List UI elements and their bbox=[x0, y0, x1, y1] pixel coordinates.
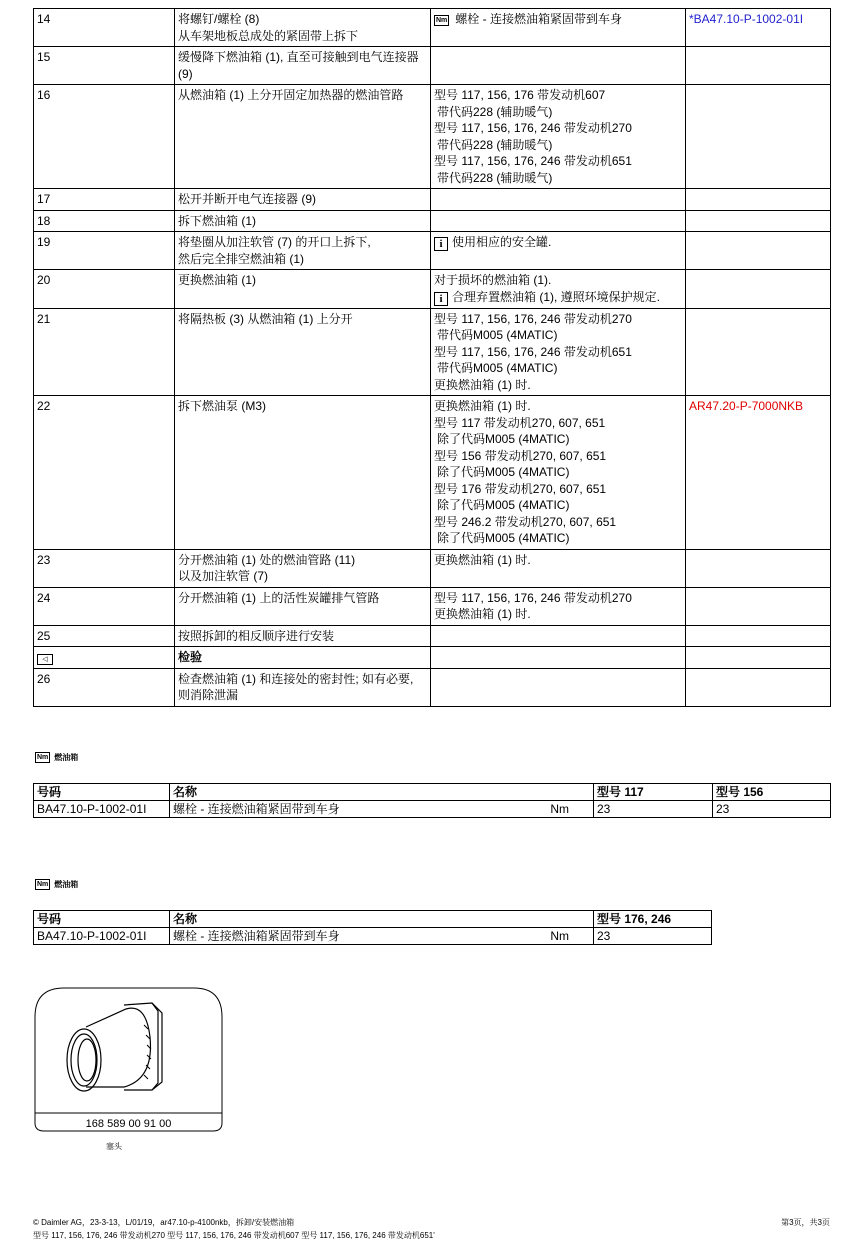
step-action: 分开燃油箱 (1) 处的燃油管路 (11) 以及加注软管 (7) bbox=[175, 549, 431, 587]
torque-value: 23 bbox=[594, 801, 713, 818]
table-row bbox=[34, 587, 831, 625]
step-action: 将垫圈从加注软管 (7) 的开口上拆下, 然后完全排空燃油箱 (1) bbox=[175, 232, 431, 270]
step-info: Nm 螺栓 - 连接燃油箱紧固带到车身 bbox=[431, 9, 686, 47]
step-info: 更换燃油箱 (1) 时. 型号 117 带发动机270, 607, 651 除了代码M005 (4MATIC) 型号 156 带发动机270, 607, 651 除了代码M005 (4MATIC) 型号 176 带发动机270, 607, 651 除了代码M005 (4MATIC) 型号 246.2 带发动机270, 607, 651 除了代码M005 (4MATIC) bbox=[431, 396, 686, 550]
step-info: 型号 117, 156, 176 带发动机607 带代码228 (辅助暖气) 型号 117, 156, 176, 246 带发动机270 带代码228 (辅助暖气) 型号 117, 156, 176, 246 带发动机651 带代码228 (辅助暖气) bbox=[431, 85, 686, 189]
check-icon: ◁ bbox=[37, 654, 53, 665]
table-row bbox=[34, 396, 831, 550]
step-reference bbox=[686, 189, 831, 211]
table-row bbox=[34, 647, 831, 669]
step-number: 24 bbox=[34, 587, 175, 625]
part-name: 螺栓 - 连接燃油箱紧固带到车身 Nm bbox=[170, 801, 594, 818]
page-footer bbox=[33, 1216, 830, 1242]
torque-table-2-title: Nm 燃油箱 bbox=[37, 880, 79, 889]
step-info: i 使用相应的安全罐. bbox=[431, 232, 686, 270]
unit-label: Nm bbox=[550, 929, 569, 943]
part-code: BA47.10-P-1002-01I bbox=[34, 928, 170, 945]
step-action: 拆下燃油泵 (M3) bbox=[175, 396, 431, 550]
step-reference bbox=[686, 270, 831, 309]
plug-tool-icon bbox=[67, 1003, 162, 1091]
step-number: 20 bbox=[34, 270, 175, 309]
table-row bbox=[34, 668, 831, 706]
col-header-model-176-246: 型号 176, 246 bbox=[594, 911, 712, 928]
step-action: 更换燃油箱 (1) bbox=[175, 270, 431, 309]
table-row bbox=[34, 47, 831, 85]
col-header-name: 名称 bbox=[170, 911, 594, 928]
step-number bbox=[34, 647, 175, 669]
step-action: 按照拆卸的相反顺序进行安装 bbox=[175, 625, 431, 647]
table-row bbox=[34, 85, 831, 189]
table-row bbox=[34, 189, 831, 211]
torque-value: 23 bbox=[713, 801, 831, 818]
step-number: 14 bbox=[34, 9, 175, 47]
table-row bbox=[34, 801, 831, 818]
torque-table-2 bbox=[33, 910, 712, 945]
step-number: 16 bbox=[34, 85, 175, 189]
footer-copyright: © Daimler AG，23-3-13，L/01/19，ar47.10-p-4100nkb，拆卸/安装燃油箱 bbox=[33, 1218, 295, 1227]
table-row bbox=[34, 625, 831, 647]
step-number: 19 bbox=[34, 232, 175, 270]
col-header-code: 号码 bbox=[34, 911, 170, 928]
tool-illustration bbox=[34, 987, 223, 1132]
step-reference[interactable]: AR47.20-P-7000NKB bbox=[686, 396, 831, 550]
info-icon: i bbox=[434, 237, 448, 251]
step-number: 17 bbox=[34, 189, 175, 211]
table-row bbox=[34, 270, 831, 309]
torque-table-1 bbox=[33, 783, 831, 818]
tool-label: 塞头 bbox=[106, 1142, 122, 1151]
col-header-model-117: 型号 117 bbox=[594, 784, 713, 801]
step-action: 将螺钉/螺栓 (8) 从车架地板总成处的紧固带上拆下 bbox=[175, 9, 431, 47]
step-reference bbox=[686, 308, 831, 396]
step-info bbox=[431, 668, 686, 706]
step-reference bbox=[686, 625, 831, 647]
step-reference bbox=[686, 668, 831, 706]
step-reference bbox=[686, 549, 831, 587]
step-reference[interactable]: *BA47.10-P-1002-01I bbox=[686, 9, 831, 47]
step-info: 更换燃油箱 (1) 时. bbox=[431, 549, 686, 587]
torque-icon: Nm bbox=[37, 754, 49, 761]
step-info bbox=[431, 625, 686, 647]
part-code: BA47.10-P-1002-01I bbox=[34, 801, 170, 818]
table-row bbox=[34, 210, 831, 232]
page-number: 第3页，共3页 bbox=[781, 1218, 830, 1227]
step-action: 拆下燃油箱 (1) bbox=[175, 210, 431, 232]
step-number: 25 bbox=[34, 625, 175, 647]
step-action: 检验 bbox=[175, 647, 431, 669]
step-number: 18 bbox=[34, 210, 175, 232]
step-info: 对于损坏的燃油箱 (1). i 合理弃置燃油箱 (1), 遵照环境保护规定. bbox=[431, 270, 686, 309]
step-reference bbox=[686, 232, 831, 270]
col-header-code: 号码 bbox=[34, 784, 170, 801]
table-row bbox=[34, 232, 831, 270]
step-info bbox=[431, 210, 686, 232]
step-info bbox=[431, 647, 686, 669]
step-action: 分开燃油箱 (1) 上的活性炭罐排气管路 bbox=[175, 587, 431, 625]
table-row bbox=[34, 308, 831, 396]
step-reference bbox=[686, 85, 831, 189]
step-info: 型号 117, 156, 176, 246 带发动机270 带代码M005 (4MATIC) 型号 117, 156, 176, 246 带发动机651 带代码M005 (4MATIC) 更换燃油箱 (1) 时. bbox=[431, 308, 686, 396]
step-action: 将隔热板 (3) 从燃油箱 (1) 上分开 bbox=[175, 308, 431, 396]
step-reference bbox=[686, 210, 831, 232]
info-icon: i bbox=[434, 292, 448, 306]
step-info bbox=[431, 47, 686, 85]
table-row bbox=[34, 9, 831, 47]
step-action: 从燃油箱 (1) 上分开固定加热器的燃油管路 bbox=[175, 85, 431, 189]
step-action: 松开并断开电气连接器 (9) bbox=[175, 189, 431, 211]
tool-part-number: 168 589 00 91 00 bbox=[85, 1118, 172, 1130]
step-action: 检查燃油箱 (1) 和连接处的密封性; 如有必要, 则消除泄漏 bbox=[175, 668, 431, 706]
step-number: 23 bbox=[34, 549, 175, 587]
footer-models: 型号 117, 156, 176, 246 带发动机270 型号 117, 156, 176, 246 带发动机607 型号 117, 156, 176, 246 带发动机651' bbox=[33, 1231, 435, 1240]
part-name: 螺栓 - 连接燃油箱紧固带到车身 Nm bbox=[170, 928, 594, 945]
step-reference bbox=[686, 587, 831, 625]
table-row bbox=[34, 549, 831, 587]
torque-table-1-title: Nm 燃油箱 bbox=[37, 753, 79, 762]
step-number: 22 bbox=[34, 396, 175, 550]
unit-label: Nm bbox=[550, 802, 569, 816]
step-reference bbox=[686, 47, 831, 85]
torque-value: 23 bbox=[594, 928, 712, 945]
step-action: 缓慢降下燃油箱 (1), 直至可接触到电气连接器 (9) bbox=[175, 47, 431, 85]
torque-icon: Nm bbox=[436, 17, 448, 24]
step-number: 21 bbox=[34, 308, 175, 396]
step-info bbox=[431, 189, 686, 211]
step-info: 型号 117, 156, 176, 246 带发动机270 更换燃油箱 (1) 时. bbox=[431, 587, 686, 625]
step-reference bbox=[686, 647, 831, 669]
step-number: 15 bbox=[34, 47, 175, 85]
procedure-steps-table bbox=[33, 8, 831, 707]
table-row bbox=[34, 928, 712, 945]
col-header-name: 名称 bbox=[170, 784, 594, 801]
torque-icon: Nm bbox=[37, 881, 49, 888]
col-header-model-156: 型号 156 bbox=[713, 784, 831, 801]
step-number: 26 bbox=[34, 668, 175, 706]
